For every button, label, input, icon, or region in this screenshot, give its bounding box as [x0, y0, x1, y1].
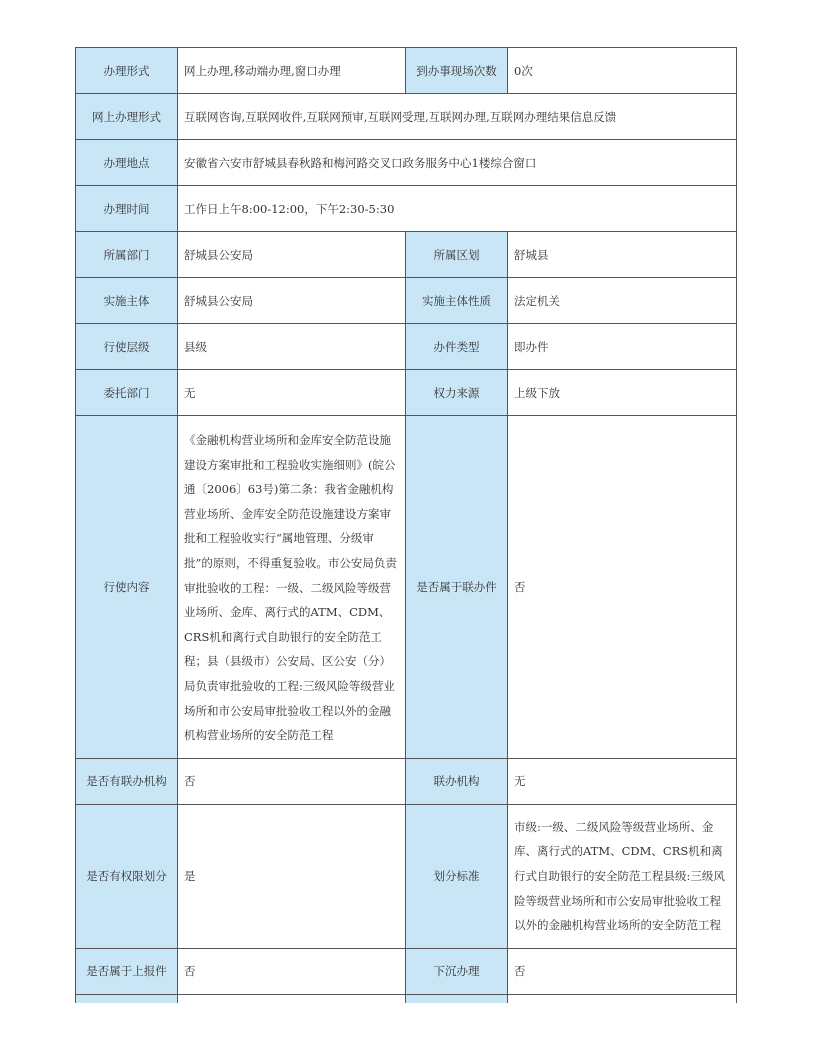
table-row [76, 948, 737, 994]
level-label: 行使层级 [76, 324, 178, 370]
entrusted-dept-value: 无 [178, 370, 406, 416]
report-case-label: 是否属于上报件 [76, 948, 178, 994]
continuation-cell [406, 994, 508, 1003]
location-label: 办理地点 [76, 140, 178, 186]
joint-org-label: 联办机构 [406, 758, 508, 804]
has-joint-org-value: 否 [178, 758, 406, 804]
site-visits-value: 0次 [508, 48, 737, 94]
power-source-value: 上级下放 [508, 370, 737, 416]
joint-case-label: 是否属于联办件 [406, 416, 508, 759]
power-source-label: 权力来源 [406, 370, 508, 416]
handling-form-label: 办理形式 [76, 48, 178, 94]
joint-case-value: 否 [508, 416, 737, 759]
table-row [76, 804, 737, 948]
hours-label: 办理时间 [76, 186, 178, 232]
sink-handling-label: 下沉办理 [406, 948, 508, 994]
table-row [76, 324, 737, 370]
handling-form-value: 网上办理,移动端办理,窗口办理 [178, 48, 406, 94]
hours-value: 工作日上午8:00-12:00，下午2:30-5:30 [178, 186, 737, 232]
table-row [76, 94, 737, 140]
continuation-cell [76, 994, 178, 1003]
table-row [76, 48, 737, 94]
continuation-cell [508, 994, 737, 1003]
subject-label: 实施主体 [76, 278, 178, 324]
level-value: 县级 [178, 324, 406, 370]
sink-handling-value: 否 [508, 948, 737, 994]
department-label: 所属部门 [76, 232, 178, 278]
table-row [76, 758, 737, 804]
site-visits-label: 到办事现场次数 [406, 48, 508, 94]
table-row [76, 278, 737, 324]
report-case-value: 否 [178, 948, 406, 994]
table-row [76, 416, 737, 759]
division-standard-label: 划分标准 [406, 804, 508, 948]
online-form-value: 互联网咨询,互联网收件,互联网预审,互联网受理,互联网办理,互联网办理结果信息反馈 [178, 94, 737, 140]
joint-org-value: 无 [508, 758, 737, 804]
case-type-label: 办件类型 [406, 324, 508, 370]
has-joint-org-label: 是否有联办机构 [76, 758, 178, 804]
entrusted-dept-label: 委托部门 [76, 370, 178, 416]
has-division-label: 是否有权限划分 [76, 804, 178, 948]
content-value: 《金融机构营业场所和金库安全防范设施建设方案审批和工程验收实施细则》(皖公通〔2006〕63号)第二条：我省金融机构营业场所、金库安全防范设施建设方案审批和工程验收实行“属地管理、分级审批”的原则，不得重复验收。市公安局负责审批验收的工程：一级、二级风险等级营业场所、金库、离行式的ATM、CDM、CRS机和离行式自助银行的安全防范工程；县（县级市）公安局、区公安（分）局负责审批验收的工程:三级风险等级营业场所和市公安局审批验收工程以外的金融机构营业场所的安全防范工程 [178, 416, 406, 759]
table-row [76, 140, 737, 186]
service-info-table [75, 47, 737, 1003]
online-form-label: 网上办理形式 [76, 94, 178, 140]
table-row [76, 370, 737, 416]
continuation-cell [178, 994, 406, 1003]
table-row [76, 186, 737, 232]
case-type-value: 即办件 [508, 324, 737, 370]
division-standard-value: 市级:一级、二级风险等级营业场所、金库、离行式的ATM、CDM、CRS机和离行式自助银行的安全防范工程县级:三级风险等级营业场所和市公安局审批验收工程以外的金融机构营业场所的安全防范工程 [508, 804, 737, 948]
region-label: 所属区划 [406, 232, 508, 278]
table-row-continuation [76, 994, 737, 1003]
table-row [76, 232, 737, 278]
location-value: 安徽省六安市舒城县春秋路和梅河路交叉口政务服务中心1楼综合窗口 [178, 140, 737, 186]
subject-nature-value: 法定机关 [508, 278, 737, 324]
subject-value: 舒城县公安局 [178, 278, 406, 324]
has-division-value: 是 [178, 804, 406, 948]
department-value: 舒城县公安局 [178, 232, 406, 278]
content-label: 行使内容 [76, 416, 178, 759]
subject-nature-label: 实施主体性质 [406, 278, 508, 324]
region-value: 舒城县 [508, 232, 737, 278]
